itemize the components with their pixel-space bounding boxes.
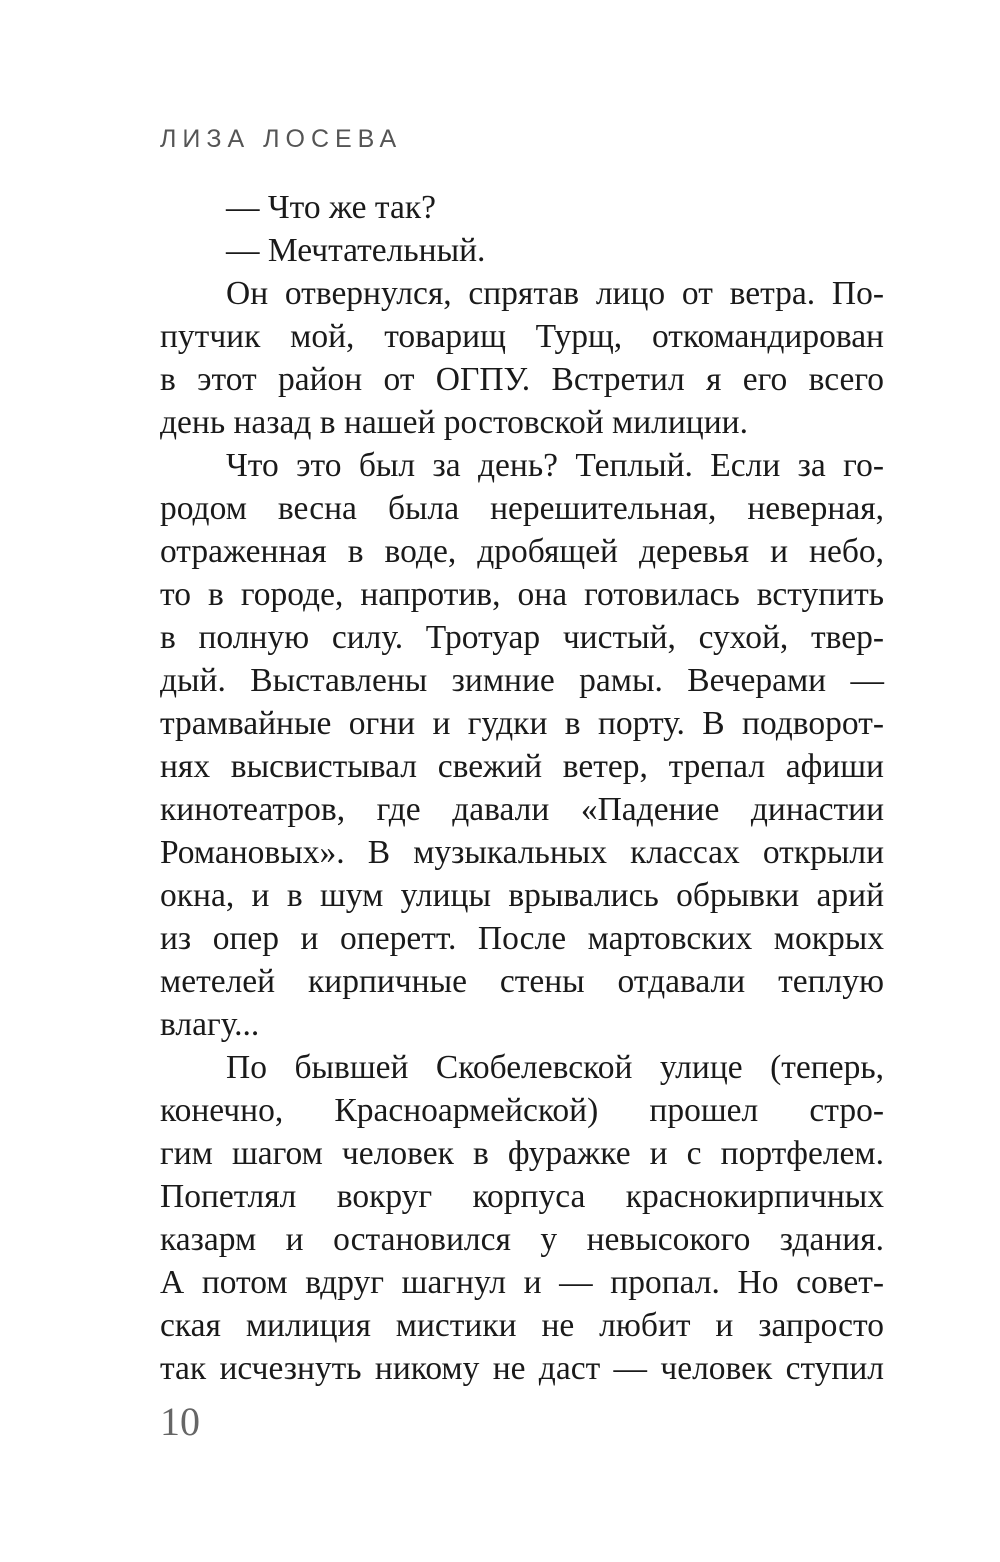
text-line: окна, и в шум улицы врывались обрывки арий	[160, 877, 884, 914]
text-line: путчик мой, товарищ Турщ, откомандирован	[160, 318, 884, 355]
text-line: ская милиция мистики не любит и запросто	[160, 1307, 884, 1344]
text-line: отраженная в воде, дробящей деревья и небо,	[160, 533, 884, 570]
text-line: так исчезнуть никому не даст — человек ступил	[160, 1350, 884, 1387]
text-line: то в городе, напротив, она готовилась вступить	[160, 576, 884, 613]
text-line: гим шагом человек в фуражке и с портфелем.	[160, 1135, 884, 1172]
text-line: конечно, Красноармейской) прошел стро-	[160, 1092, 884, 1129]
text-line: — Что же так?	[226, 189, 436, 226]
text-line: нях высвистывал свежий ветер, трепал афиши	[160, 748, 884, 785]
text-line: родом весна была нерешительная, неверная,	[160, 490, 884, 527]
text-line: Что это был за день? Теплый. Если за го-	[226, 447, 884, 484]
text-line: казарм и остановился у невысокого здания.	[160, 1221, 884, 1258]
text-line: Романовых». В музыкальных классах открыли	[160, 834, 884, 871]
text-line: — Мечтательный.	[226, 232, 486, 269]
text-line: метелей кирпичные стены отдавали теплую	[160, 963, 884, 1000]
text-line: дый. Выставлены зимние рамы. Вечерами —	[160, 662, 884, 699]
text-line: Он отвернулся, спрятав лицо от ветра. По-	[226, 275, 884, 312]
text-line: день назад в нашей ростовской милиции.	[160, 404, 748, 441]
body-text	[160, 186, 884, 1390]
text-line: По бывшей Скобелевской улице (теперь,	[226, 1049, 884, 1086]
text-line: кинотеатров, где давали «Падение династии	[160, 791, 884, 828]
text-line: влагу...	[160, 1006, 260, 1043]
text-line: в этот район от ОГПУ. Встретил я его всего	[160, 361, 884, 398]
text-line: А потом вдруг шагнул и — пропал. Но совет-	[160, 1264, 884, 1301]
text-line: из опер и оперетт. После мартовских мокрых	[160, 920, 884, 957]
page-number: 10	[160, 1399, 200, 1444]
text-line: в полную силу. Тротуар чистый, сухой, твер-	[160, 619, 884, 656]
text-line: трамвайные огни и гудки в порту. В подворот-	[160, 705, 884, 742]
running-head: ЛИЗА ЛОСЕВА	[160, 125, 403, 153]
text-line: Попетлял вокруг корпуса краснокирпичных	[160, 1178, 884, 1215]
